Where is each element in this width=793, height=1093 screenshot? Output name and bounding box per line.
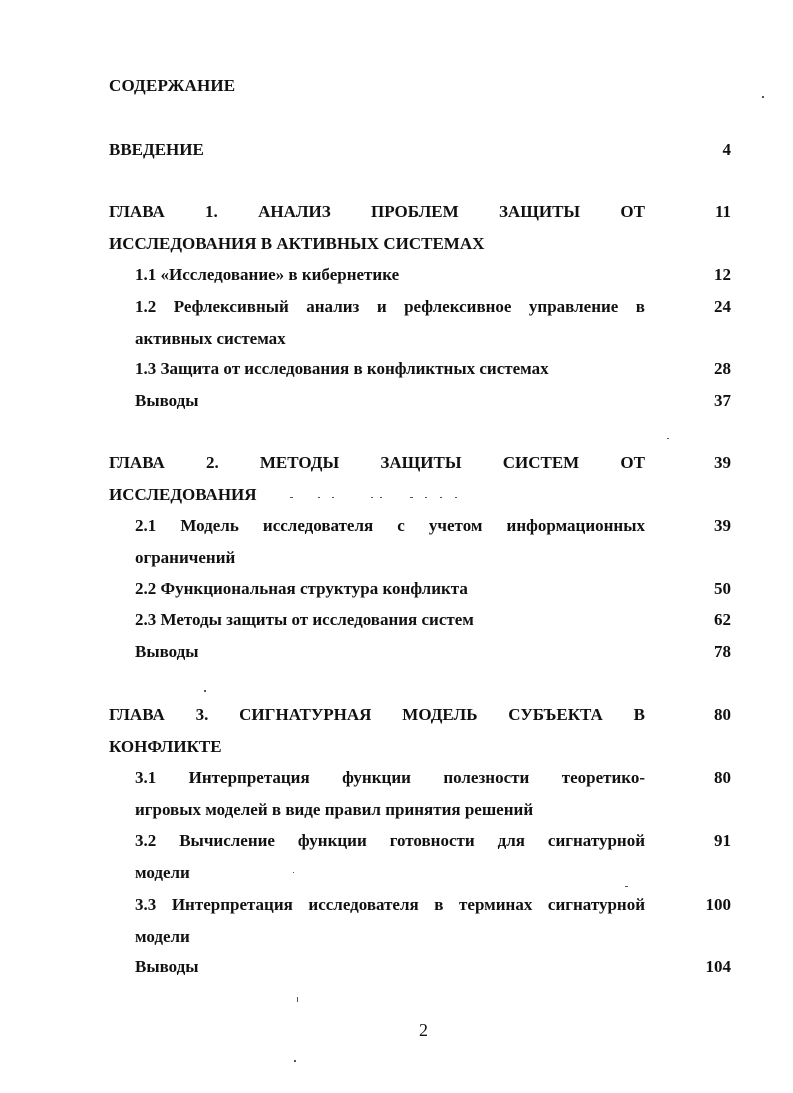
- toc-entry-title-line: 3.2 Вычисление функции готовности для сигнатурной: [135, 831, 645, 850]
- toc-entry-section-1-3: [135, 353, 645, 385]
- toc-entry-section-3-2: [135, 825, 645, 888]
- toc-entry-title: Выводы: [135, 957, 199, 976]
- toc-entry-section-1-1: [135, 259, 645, 291]
- toc-entry-section-2-2: [135, 573, 645, 605]
- toc-entry-title-line: КОНФЛИКТЕ: [109, 736, 222, 756]
- toc-page-number: 12: [714, 265, 731, 284]
- toc-entry-title: 2.3 Методы защиты от исследования систем: [135, 610, 474, 629]
- toc-page-number: 50: [714, 579, 731, 598]
- toc-page-number: 91: [714, 831, 731, 850]
- toc-page-number: 11: [714, 202, 731, 221]
- toc-entry-title-line: ИССЛЕДОВАНИЯ: [109, 484, 257, 504]
- toc-entry-section-2-3: [135, 604, 645, 636]
- scan-speck: [204, 690, 206, 692]
- scan-speck: [332, 497, 334, 498]
- toc-entry-title-line: 1.2 Рефлексивный анализ и рефлексивное управление в: [135, 297, 645, 316]
- toc-entry-section-2-1: [135, 510, 645, 573]
- toc-entry-title-line: модели: [135, 862, 190, 882]
- toc-page-number: 39: [714, 453, 731, 472]
- toc-entry-chapter-2: [109, 447, 645, 510]
- toc-entry-section-3-1: [135, 762, 645, 825]
- scan-speck: [294, 1060, 296, 1062]
- toc-page-number: 104: [705, 957, 731, 976]
- toc-entry-conclusions-1: [135, 385, 645, 417]
- toc-entry-chapter-1: [109, 196, 645, 259]
- toc-entry-title-line: ограничений: [135, 547, 236, 567]
- scan-speck: [455, 497, 457, 498]
- toc-page-number: 4: [722, 140, 731, 159]
- toc-entry-title-line: ГЛАВА 1. АНАЛИЗ ПРОБЛЕМ ЗАЩИТЫ ОТ: [109, 202, 645, 221]
- page-number-footer: 2: [419, 1020, 428, 1040]
- toc-entry-title: ВВЕДЕНИЕ: [109, 140, 204, 159]
- toc-entry-title: 1.1 «Исследование» в кибернетике: [135, 265, 400, 284]
- toc-entry-title: 1.3 Защита от исследования в конфликтных системах: [135, 359, 549, 378]
- toc-entry-title-line: ИССЛЕДОВАНИЯ В АКТИВНЫХ СИСТЕМАХ: [109, 233, 485, 253]
- toc-page-number: 37: [714, 391, 731, 410]
- scan-speck: [667, 438, 669, 439]
- scan-speck: [297, 997, 298, 1002]
- toc-entry-title-line: ГЛАВА 2. МЕТОДЫ ЗАЩИТЫ СИСТЕМ ОТ: [109, 453, 645, 472]
- scan-speck: [762, 96, 764, 98]
- scan-speck: [425, 497, 427, 498]
- scan-speck: [410, 497, 413, 498]
- toc-entry-title: Выводы: [135, 642, 199, 661]
- toc-page-number: 80: [714, 705, 731, 724]
- toc-entry-section-3-3: [135, 889, 645, 952]
- toc-page-number: 78: [714, 642, 731, 661]
- scan-speck: [371, 497, 373, 498]
- toc-page-number: 80: [714, 768, 731, 787]
- toc-page-number: 62: [714, 610, 731, 629]
- toc-entry-title: Выводы: [135, 391, 199, 410]
- toc-entry-title-line: 3.1 Интерпретация функции полезности теоретико-: [135, 768, 645, 787]
- toc-entry-title-line: ГЛАВА 3. СИГНАТУРНАЯ МОДЕЛЬ СУБЪЕКТА В: [109, 705, 645, 724]
- toc-page-number: 24: [714, 297, 731, 316]
- toc-entry-conclusions-2: [135, 636, 645, 668]
- scan-speck: [625, 886, 628, 887]
- toc-page-number: 28: [714, 359, 731, 378]
- toc-entry-title-line: активных системах: [135, 328, 286, 348]
- scan-speck: [380, 497, 382, 498]
- toc-entry-title-line: игровых моделей в виде правил принятия решений: [135, 799, 534, 819]
- toc-page-number: 39: [714, 516, 731, 535]
- toc-entry-title-line: модели: [135, 926, 190, 946]
- toc-page-number: 100: [705, 895, 731, 914]
- toc-entry-section-1-2: [135, 291, 645, 354]
- contents-heading: СОДЕРЖАНИЕ: [109, 76, 236, 95]
- scan-speck: [318, 497, 320, 498]
- toc-entry-conclusions-3: [135, 951, 645, 983]
- toc-entry-title-line: 3.3 Интерпретация исследователя в терминах сигнатурной: [135, 895, 645, 914]
- scan-speck: [293, 872, 294, 873]
- scan-speck: [290, 497, 293, 498]
- scan-speck: [440, 497, 442, 498]
- toc-entry-introduction: [109, 134, 645, 166]
- toc-entry-chapter-3: [109, 699, 645, 762]
- toc-entry-title: 2.2 Функциональная структура конфликта: [135, 579, 468, 598]
- toc-entry-title-line: 2.1 Модель исследователя с учетом информационных: [135, 516, 645, 535]
